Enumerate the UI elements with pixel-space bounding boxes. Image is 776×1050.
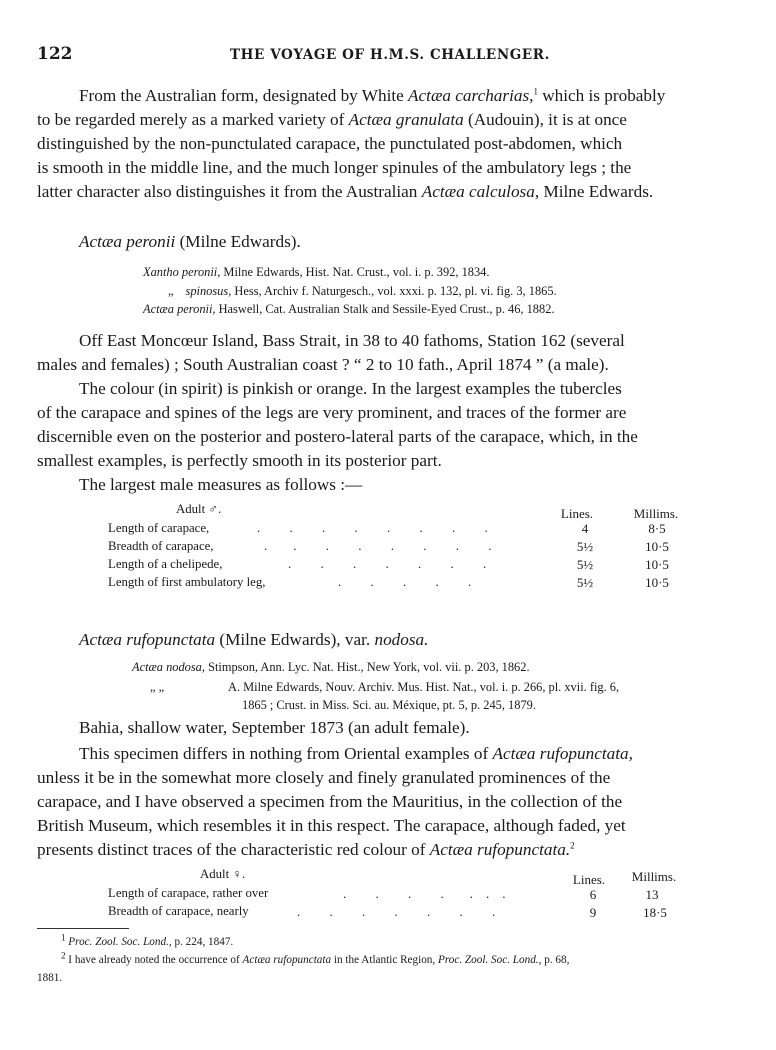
species1-heading: Actæa peronii (Milne Edwards). (79, 232, 301, 251)
table1-row-lines: 5½ (576, 557, 594, 572)
species1-desc-line4: smallest examples, is perfectly smooth in its posterior part. (37, 451, 442, 470)
table2-row-leader: . . . . . . . (343, 886, 506, 901)
table2-row-label: Breadth of carapace, nearly (108, 904, 249, 918)
footnote-2-continued: 1881. (37, 972, 63, 984)
para1-line4: is smooth in the middle line, and the much longer spinules of the ambulatory legs ; the (37, 158, 632, 177)
species1-synonym2: „ spinosus, Hess, Archiv f. Naturgesch., vol. xxxi. p. 132, pl. vi. fig. 3, 1865. (168, 284, 557, 298)
table2-col-lines: Lines. (572, 872, 606, 887)
table2-row-label: Length of carapace, rather over (108, 886, 269, 900)
table2-row-leader: . . . . . . . (297, 904, 496, 919)
table1-row-leader: . . . . . (338, 574, 472, 589)
table2-row-millims: 18·5 (643, 905, 667, 920)
species2-desc-line2: unless it be in the somewhat more closely and finely granulated prominences of the (37, 768, 611, 787)
species1-desc-line3: discernible even on the posterior and postero-lateral parts of the carapace, which, in the (37, 427, 638, 446)
table2-row-lines: 9 (589, 905, 597, 920)
table1-col-lines: Lines. (560, 506, 594, 521)
table1-row-leader: . . . . . . . (288, 556, 487, 571)
table1-row-millims: 10·5 (645, 539, 669, 554)
species2-heading: Actæa rufopunctata (Milne Edwards), var. nodosa. (79, 630, 429, 649)
species1-synonym1: Xantho peronii, Milne Edwards, Hist. Nat. Crust., vol. i. p. 392, 1834. (143, 265, 490, 279)
species1-desc-line1: The colour (in spirit) is pinkish or orange. In the largest examples the tubercles (79, 379, 622, 398)
species1-desc-line2: of the carapace and spines of the legs are very prominent, and traces of the former are (37, 403, 627, 422)
table1-row-leader: . . . . . . . . (257, 520, 488, 535)
page-number: 122 (37, 44, 73, 64)
table1-row-label: Breadth of carapace, (108, 539, 214, 553)
table1-row-millims: 8·5 (648, 521, 666, 536)
para1-line2: to be regarded merely as a marked variety of Actæa granulata (Audouin), it is at once (37, 110, 627, 129)
table2-row-lines: 6 (589, 887, 597, 902)
footnote-1: $^1$ Proc. Zool. Soc. Lond., p. 224, 1847. (61, 932, 234, 948)
table1-row-label: Length of a chelipede, (108, 557, 223, 571)
table1-row-label: Length of carapace, (108, 521, 210, 535)
para1-line3: distinguished by the non-punctulated carapace, the punctulated post-abdomen, which (37, 134, 623, 153)
table1-caption: Adult ♂. (176, 502, 222, 516)
species1-measures-intro: The largest male measures as follows :— (79, 475, 363, 494)
species2-synonym1: Actæa nodosa, Stimpson, Ann. Lyc. Nat. Hist., New York, vol. vii. p. 203, 1862. (132, 660, 530, 674)
table1-row-leader: . . . . . . . . (264, 538, 492, 553)
species2-desc-line5: presents distinct traces of the characteristic red colour of Actæa rufopunctata.$^2$ (37, 840, 575, 859)
para1-line1: From the Australian form, designated by White Actæa carcharias,$^1$ which is probably (79, 86, 666, 105)
species2-synonym3: 1865 ; Crust. in Miss. Sci. au. Méxique, pt. 5, p. 245, 1879. (242, 698, 536, 712)
species2-desc-line1: This specimen differs in nothing from Oriental examples of Actæa rufopunctata, (79, 744, 633, 763)
species2-locality: Bahia, shallow water, September 1873 (an adult female). (79, 718, 470, 737)
table1-row-millims: 10·5 (645, 575, 669, 590)
species1-synonym3: Actæa peronii, Haswell, Cat. Australian Stalk and Sessile-Eyed Crust., p. 46, 1882. (143, 302, 555, 316)
table2-col-millims: Millims. (631, 869, 677, 884)
para1-line5: latter character also distinguishes it from the Australian Actæa calculosa, Milne Edwards. (37, 182, 654, 201)
table1-row-lines: 5½ (576, 575, 594, 590)
species1-locality-line1: Off East Moncœur Island, Bass Strait, in 38 to 40 fathoms, Station 162 (several (79, 331, 625, 350)
table1-row-millims: 10·5 (645, 557, 669, 572)
table2-caption: Adult ♀. (200, 867, 246, 881)
species2-desc-line3: carapace, and I have observed a specimen from the Mauritius, in the collection of the (37, 792, 623, 811)
species1-locality-line2: males and females) ; South Australian coast ? “ 2 to 10 fath., April 1874 ” (a male). (37, 355, 609, 374)
footnote-2: $^2$ I have already noted the occurrence of Actæa rufopunctata in the Atlantic Region, Proc. Zool. Soc. Lond., p. 68, (61, 950, 570, 966)
table1-row-lines: 5½ (576, 539, 594, 554)
species2-synonym2: A. Milne Edwards, Nouv. Archiv. Mus. Hist. Nat., vol. i. p. 266, pl. xvii. fig. 6, (228, 680, 620, 694)
species2-synonym2-ditto: „ „ (150, 680, 165, 694)
table1-row-label: Length of first ambulatory leg, (108, 575, 266, 589)
species2-desc-line4: British Museum, which resembles it in this respect. The carapace, although faded, yet (37, 816, 626, 835)
footnote-rule (37, 928, 129, 929)
table1-row-lines: 4 (581, 521, 589, 536)
running-title: THE VOYAGE OF H.M.S. CHALLENGER. (230, 47, 550, 63)
table2-row-millims: 13 (645, 887, 659, 902)
table1-col-millims: Millims. (633, 506, 679, 521)
